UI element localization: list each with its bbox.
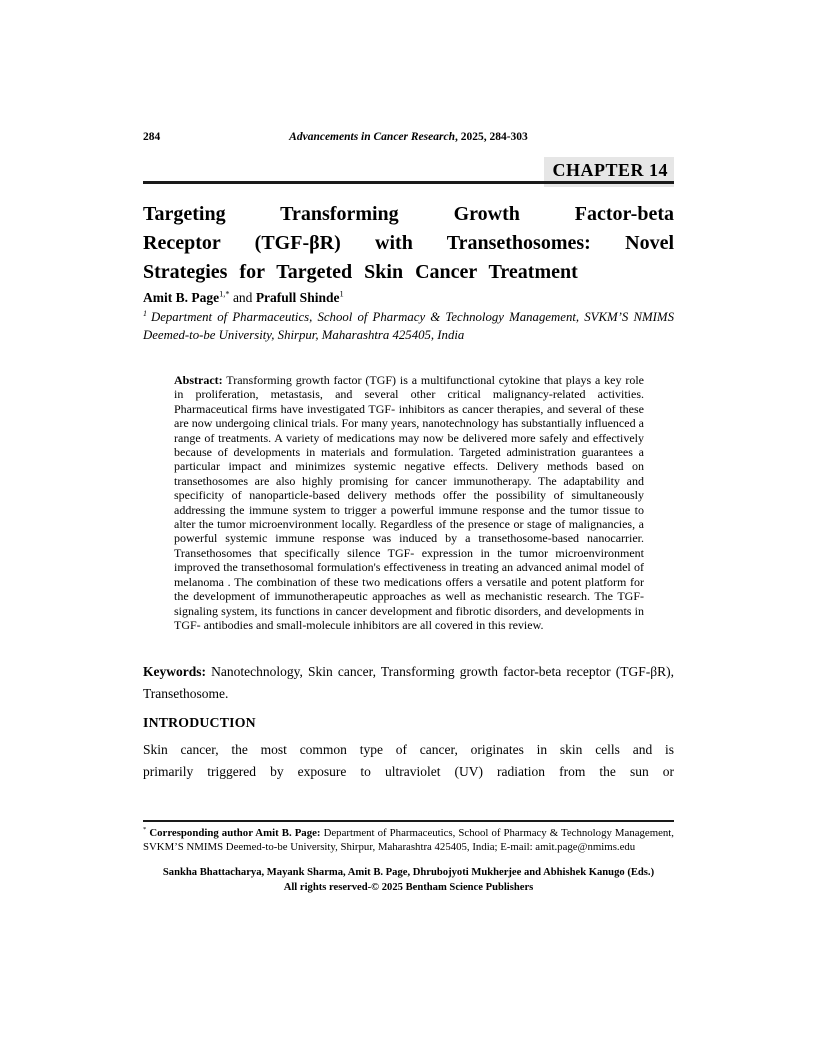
author-affiliation-marker: 1,* xyxy=(219,289,230,299)
chapter-title-line: Targeting Transforming Growth Factor-beta xyxy=(143,203,674,225)
header-rule xyxy=(143,181,674,184)
abstract-text: Transforming growth factor (TGF) is a multifunctional cytokine that plays a key role in proliferation, metastasis, and several other critical malignancy-related activities. Pharmaceutical firms have investigated TGF- inhibitors as cancer therapies, and several of these are now undergoing clinical trials. For many years, nanotechnology has substantially influenced a range of treatments. A variety of medications may now be delivered more safely and effectively because of developments in materials and formulation. Targeted administration guarantees a particular impact and minimizes systemic negative effects. Delivery methods based on transethosomes are also highly promising for cancer immunotherapy. The adaptability and specificity of nanoparticle-based delivery methods offer the possibility of simultaneously addressing the immune system to trigger a powerful immune response and the tumor tissue to alter the tumor microenvironment locally. Regardless of the presence or stage of malignancies, a powerful systemic immune response was induced by a transethosome-based nanocarrier. Transethosomes that specifically silence TGF- expression in the tumor microenvironment improved the transethosomal formulation's effectiveness in treating an advanced animal model of melanoma . The combination of these two medications offers a versatile and potent platform for the development of immunotherapeutic approaches as well as mechanistic research. The TGF-signaling system, its functions in cancer development and fibrotic disorders, and developments in TGF- antibodies and small-molecule inhibitors are all covered in this review. xyxy=(174,373,644,632)
affiliation xyxy=(143,309,674,344)
page-content xyxy=(143,131,674,783)
keywords xyxy=(143,661,674,704)
footnote-marker: * xyxy=(143,826,147,833)
journal-title: Advancements in Cancer Research xyxy=(289,131,455,143)
journal-ref: , 2025, 284-303 xyxy=(454,131,528,143)
abstract xyxy=(174,373,644,632)
page-number: 284 xyxy=(143,131,161,143)
authors-joiner: and xyxy=(229,290,256,305)
keywords-label: Keywords: xyxy=(143,664,206,680)
page-footer xyxy=(143,820,674,895)
chapter-label: CHAPTER 14 xyxy=(544,157,674,187)
editors-line: Sankha Bhattacharya, Mayank Sharma, Amit B. Page, Dhrubojyoti Mukherjee and Abhishek Kanugo (Eds.) xyxy=(162,867,655,878)
author-name: Amit B. Page xyxy=(143,290,220,305)
section-heading-introduction: INTRODUCTION xyxy=(143,715,256,731)
author-name: Prafull Shinde xyxy=(255,290,340,305)
publisher-note xyxy=(143,865,674,895)
running-head-spacer xyxy=(528,131,674,144)
authors-line xyxy=(143,290,674,306)
footnote-rule xyxy=(143,820,674,822)
running-head-title xyxy=(289,131,528,144)
corresponding-author-note xyxy=(143,826,674,854)
affiliation-text: Department of Pharmaceutics, School of Pharmacy & Technology Management, SVKM’S NMIMS Deemed-to-be University, Shirpur, Maharashtra 425405, India xyxy=(143,310,674,342)
abstract-label: Abstract: xyxy=(174,373,223,387)
chapter-title-line: Receptor (TGF-βR) with Transethosomes: Novel xyxy=(143,232,674,254)
footnote-text: Department of Pharmaceutics, School of Pharmacy & Technology Management, SVKM’S NMIMS Deemed-to-be University, Shirpur, Maharashtra 425405, India; E-mail: amit.page@nmims.edu xyxy=(143,826,674,853)
introduction-paragraph xyxy=(143,739,674,783)
author-affiliation-marker: 1 xyxy=(339,289,344,299)
footnote-label: Corresponding author Amit B. Page: xyxy=(149,826,321,839)
chapter-title-line: Strategies for Targeted Skin Cancer Treatment xyxy=(143,261,578,283)
chapter-title xyxy=(143,200,674,287)
chapter-banner-row xyxy=(143,157,674,187)
affiliation-marker: 1 xyxy=(143,308,147,318)
rights-line: All rights reserved-© 2025 Bentham Science Publishers xyxy=(283,882,534,893)
introduction-line: primarily triggered by exposure to ultraviolet (UV) radiation from the sun or xyxy=(143,764,674,780)
running-head xyxy=(143,131,674,144)
keywords-text: Nanotechnology, Skin cancer, Transforming growth factor-beta receptor (TGF-βR), Transethosome. xyxy=(143,664,675,701)
introduction-line: Skin cancer, the most common type of cancer, originates in skin cells and is xyxy=(143,742,674,758)
